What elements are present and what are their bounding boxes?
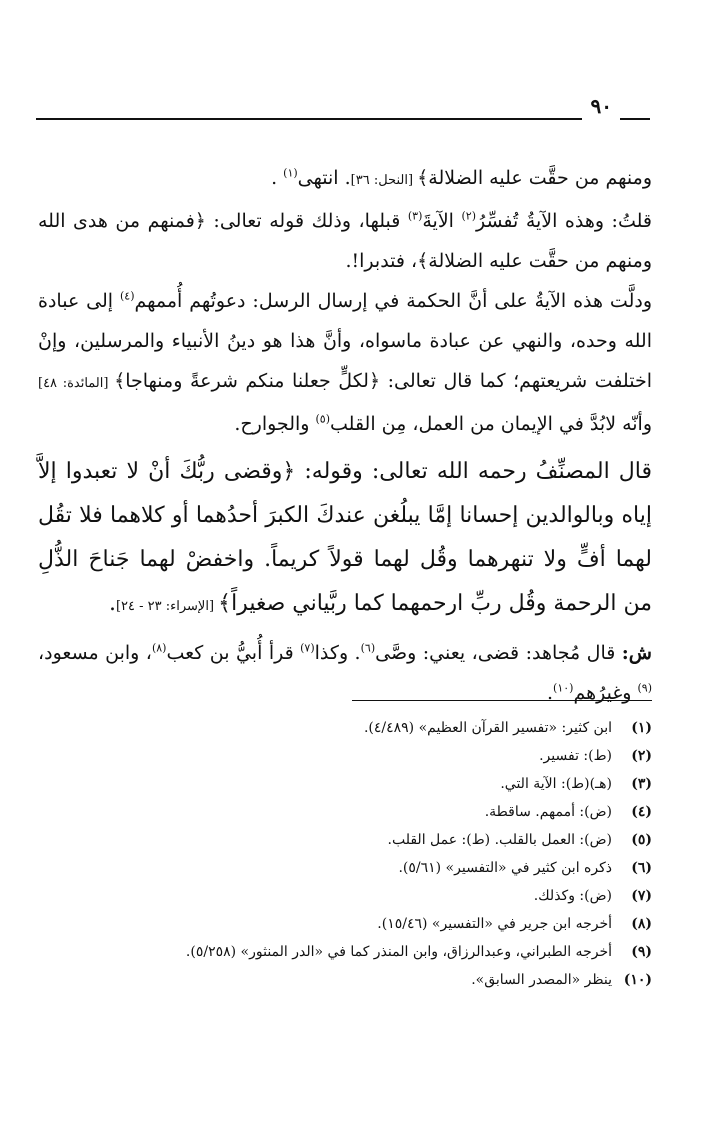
footnote-number: (٥) — [631, 832, 652, 848]
footnote-ref: (١٠) — [553, 681, 574, 695]
paragraph-text: ، وابن مسعود، — [38, 642, 152, 664]
paragraph-text: ومنهم من حقَّت عليه الضلالة﴾ — [417, 167, 652, 189]
paragraph-text: وأنّه لابُدَّ في الإيمان من العمل، مِن القلب — [330, 413, 652, 435]
paragraph — [38, 201, 652, 281]
footnote-ref: (٦) — [360, 641, 376, 655]
footnote-number: (١٠) — [623, 972, 652, 988]
footnote — [92, 798, 652, 826]
verse-citation: [المائدة: ٤٨] — [38, 376, 115, 391]
footnote — [92, 742, 652, 770]
paragraph-text: قرأ أُبيُّ بن كعب — [166, 642, 301, 664]
paragraph-text: قال المصنِّفُ رحمه الله تعالى: وقوله: ﴿وقضى ربُّكَ أنْ لا تعبدوا إلاَّ إياه وبالوالدين إحسانا إمَّا يبلُغن عندكَ الكبرَ أحدُهما أو كلاهما فلا تقُل لهما أفٍّ ولا تنهرهما وقُل لهما قولاً كريماً. واخفضْ لهما جَناحَ الذُّلِ من الرحمة وقُل ربِّ ارحمهما كما ربَّياني صغيراً﴾ — [38, 459, 652, 616]
paragraph-text: . وكذا — [314, 642, 361, 664]
footnote — [92, 770, 652, 798]
verse-citation: [الإسراء: ٢٣ - ٢٤] — [115, 599, 219, 614]
footnote-separator — [352, 700, 652, 701]
footnote — [92, 966, 652, 994]
paragraph-text: قلتُ: وهذه الآيةُ تُفسِّرُ — [475, 210, 652, 232]
footnote-number: (٣) — [631, 776, 652, 792]
footnote-text: (ط): تفسير. — [539, 748, 612, 764]
footnote-text: ابن كثير: «تفسير القرآن العظيم» (٤/٤٨٩). — [363, 720, 612, 736]
paragraph-text: . انتهى — [297, 167, 351, 189]
footnote-ref: (٥) — [315, 412, 330, 426]
paragraph — [38, 281, 652, 444]
footnote-number: (٦) — [631, 860, 652, 876]
paragraph-text: ودلَّت هذه الآيةُ على أنَّ الحكمة في إرسال الرسل: دعوتُهم أُممهم — [134, 290, 652, 312]
footnote — [92, 938, 652, 966]
paragraph-text: . — [108, 591, 116, 616]
paragraph — [38, 158, 652, 201]
footnote-text: (ض): أممهم. ساقطة. — [484, 804, 612, 820]
footnote-text: أخرجه الطبراني، وعبدالرزاق، وابن المنذر كما في «الدر المنثور» (٥/٢٥٨). — [185, 944, 612, 960]
page-header — [36, 92, 650, 128]
author-quote-paragraph — [38, 450, 652, 629]
main-text — [38, 158, 652, 713]
footnote-number: (٩) — [631, 944, 652, 960]
footnote-number: (٢) — [631, 748, 652, 764]
footnote — [92, 882, 652, 910]
footnote-ref: (٣) — [407, 209, 423, 223]
footnote-ref: (٨) — [151, 641, 167, 655]
page-number-dash — [620, 118, 650, 120]
verse-citation: [النحل: ٣٦] — [350, 173, 418, 188]
footnote-ref: (١) — [283, 166, 298, 180]
footnote — [92, 826, 652, 854]
footnote-number: (٧) — [631, 888, 652, 904]
footnote-text: ينظر «المصدر السابق». — [471, 972, 612, 988]
footnote-text: أخرجه ابن جرير في «التفسير» (١٥/٤٦). — [377, 916, 612, 932]
paragraph-text: وغيرُهم — [573, 682, 638, 704]
footnote — [92, 910, 652, 938]
footnotes — [92, 714, 652, 994]
footnote-text: ذكره ابن كثير في «التفسير» (٥/٦١). — [398, 860, 612, 876]
paragraph-text: إلى عبادة الله وحده، والنهي عن عبادة ماسواه، وأنَّ هذا هو دينُ الأنبياء والمرسلين، وإنْ اختلفت شريعتهم؛ كما قال تعالى: ﴿لكلٍّ جعلنا منكم شرعةً ومنهاجا﴾ — [38, 290, 652, 392]
paragraph-text: والجوارح. — [234, 413, 316, 435]
commentary-marker: ش: — [621, 642, 652, 664]
paragraph-text: الآيةَ — [422, 210, 462, 232]
footnote-number: (٤) — [631, 804, 652, 820]
footnote-ref: (٧) — [300, 641, 315, 655]
footnote-text: (ض): العمل بالقلب. (ط): عمل القلب. — [387, 832, 612, 848]
paragraph-text: . — [546, 682, 554, 704]
footnote — [92, 854, 652, 882]
footnote-number: (١) — [631, 720, 652, 736]
footnote-text: (هـ)(ط): الآية التي. — [500, 776, 612, 792]
paragraph-text: . — [271, 167, 284, 189]
footnote-number: (٨) — [631, 916, 652, 932]
footnote-ref: (٤) — [119, 289, 135, 303]
commentary-paragraph — [38, 633, 652, 713]
footnote-ref: (٢) — [461, 209, 476, 223]
paragraph-text: قبلها، وذلك قوله تعالى: ﴿فمنهم من هدى الله ومنهم من حقَّت عليه الضلالة﴾، فتدبرا!. — [38, 210, 652, 272]
footnote — [92, 714, 652, 742]
footnote-text: (ض): وكذلك. — [533, 888, 612, 904]
page-number: ٩٠ — [590, 94, 612, 118]
header-rule — [36, 118, 582, 120]
footnote-ref: (٩) — [637, 681, 652, 695]
paragraph-text: قال مُجاهد: قضى، يعني: وصَّى — [375, 642, 622, 664]
